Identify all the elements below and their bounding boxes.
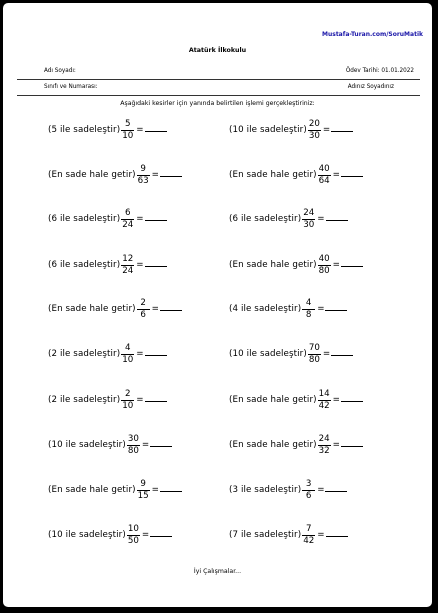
fraction-denominator: 80 (318, 265, 330, 276)
problem-instruction: (6 ile sadeleştir) (48, 260, 121, 271)
fraction-numerator: 30 (127, 434, 139, 444)
answer-blank-line[interactable] (160, 176, 182, 177)
fraction-numerator: 40 (318, 164, 330, 174)
fraction-denominator: 8 (305, 309, 312, 320)
fraction-denominator: 80 (308, 354, 320, 365)
fraction-problem (229, 255, 363, 275)
fraction (121, 344, 134, 364)
fraction-denominator: 15 (137, 490, 149, 501)
fraction-denominator: 50 (127, 535, 139, 546)
equals-sign: = (322, 349, 331, 360)
answer-blank-line[interactable] (145, 355, 167, 356)
fraction-problem (229, 480, 347, 500)
fraction (318, 165, 331, 185)
fraction-denominator: 63 (137, 175, 149, 186)
problem-instruction: (3 ile sadeleştir) (229, 485, 302, 496)
equals-sign: = (151, 485, 159, 496)
answer-blank-line[interactable] (331, 131, 353, 132)
fraction-denominator: 24 (122, 265, 134, 276)
fraction-numerator: 6 (124, 208, 131, 218)
answer-blank-line[interactable] (325, 491, 347, 492)
problem-instruction: (En sade hale getir) (48, 170, 136, 181)
answer-blank-line[interactable] (145, 131, 167, 132)
instruction-text: Aşağıdaki kesirler için yanında belirtilen işlemi gerçekleştiriniz: (120, 100, 315, 107)
problem-instruction: (4 ile sadeleştir) (229, 304, 302, 315)
equals-sign: = (141, 440, 150, 451)
fraction-denominator: 10 (122, 400, 134, 411)
fraction-denominator: 42 (303, 535, 315, 546)
fraction (121, 255, 134, 275)
answer-blank-line[interactable] (341, 401, 363, 402)
fraction-problem (48, 344, 167, 364)
fraction-problem (229, 120, 353, 140)
problem-instruction: (En sade hale getir) (229, 260, 317, 271)
equals-sign: = (141, 530, 150, 541)
equals-sign: = (332, 440, 340, 451)
fraction-numerator: 4 (305, 298, 312, 308)
equals-sign: = (151, 170, 159, 181)
fraction (127, 525, 140, 545)
answer-blank-line[interactable] (341, 266, 363, 267)
fraction (127, 435, 140, 455)
fraction-problem (48, 255, 167, 275)
answer-blank-line[interactable] (326, 220, 348, 221)
problem-instruction: (En sade hale getir) (48, 304, 136, 315)
fraction-problem (48, 525, 172, 545)
equals-sign: = (136, 349, 144, 360)
answer-blank-line[interactable] (160, 310, 182, 311)
fraction-numerator: 70 (308, 343, 320, 353)
fraction (121, 390, 134, 410)
fraction-denominator: 30 (303, 219, 315, 230)
fraction-problem (48, 435, 172, 455)
equals-sign: = (332, 170, 340, 181)
fraction-problem (229, 344, 353, 364)
problem-instruction: (7 ile sadeleştir) (229, 530, 302, 541)
class-number-label: Sınıfı ve Numarası: (44, 84, 98, 90)
answer-blank-line[interactable] (150, 446, 172, 447)
fraction-numerator: 40 (318, 254, 330, 264)
fraction (121, 209, 134, 229)
homework-date: Ödev Tarihi: 01.01.2022 (345, 68, 414, 74)
fraction (121, 120, 134, 140)
answer-blank-line[interactable] (325, 310, 347, 311)
problem-instruction: (10 ile sadeleştir) (48, 440, 126, 451)
equals-sign: = (332, 260, 340, 271)
fraction-problem (48, 390, 167, 410)
equals-sign: = (136, 125, 144, 136)
fraction (137, 299, 150, 319)
fraction-numerator: 3 (305, 479, 312, 489)
fraction-numerator: 5 (124, 119, 131, 129)
signature-label: Adınız Soyadınız (347, 84, 394, 90)
fraction-numerator: 2 (124, 389, 131, 399)
fraction-denominator: 64 (318, 175, 330, 186)
answer-blank-line[interactable] (341, 446, 363, 447)
fraction-numerator: 10 (127, 524, 139, 534)
problem-instruction: (6 ile sadeleştir) (229, 214, 302, 225)
fraction-denominator: 32 (318, 445, 330, 456)
fraction-problem (48, 209, 167, 229)
equals-sign: = (317, 485, 325, 496)
header-divider (17, 79, 420, 80)
answer-blank-line[interactable] (150, 536, 172, 537)
equals-sign: = (322, 125, 331, 136)
equals-sign: = (136, 395, 144, 406)
fraction (302, 480, 315, 500)
equals-sign: = (136, 214, 144, 225)
name-label: Adı Soyadı: (44, 68, 76, 74)
fraction-numerator: 24 (318, 434, 330, 444)
fraction (302, 525, 315, 545)
equals-sign: = (136, 260, 144, 271)
fraction-denominator: 10 (122, 354, 134, 365)
fraction-denominator: 42 (318, 400, 330, 411)
problem-instruction: (2 ile sadeleştir) (48, 395, 121, 406)
good-luck-footer: İyi Çalışmalar... (193, 568, 242, 575)
worksheet-page (3, 3, 432, 607)
fraction-numerator: 24 (303, 208, 315, 218)
answer-blank-line[interactable] (160, 491, 182, 492)
fraction-numerator: 4 (124, 343, 131, 353)
fraction-problem (48, 299, 182, 319)
problem-instruction: (2 ile sadeleştir) (48, 349, 121, 360)
equals-sign: = (151, 304, 159, 315)
fraction (302, 209, 315, 229)
fraction-problem (48, 165, 182, 185)
problem-instruction: (En sade hale getir) (48, 485, 136, 496)
equals-sign: = (332, 395, 340, 406)
fraction-problem (229, 299, 347, 319)
equals-sign: = (317, 304, 325, 315)
fraction-numerator: 12 (122, 254, 134, 264)
equals-sign: = (317, 214, 325, 225)
problem-instruction: (En sade hale getir) (229, 440, 317, 451)
fraction-problem (229, 390, 363, 410)
fraction (308, 344, 321, 364)
answer-blank-line[interactable] (331, 355, 353, 356)
answer-blank-line[interactable] (326, 536, 348, 537)
fraction-denominator: 10 (122, 130, 134, 141)
fraction-numerator: 14 (318, 389, 330, 399)
fraction-numerator: 7 (305, 524, 312, 534)
fraction-numerator: 9 (140, 164, 146, 174)
fraction (318, 255, 331, 275)
website-link[interactable]: Mustafa-Turan.com/SoruMatik (322, 31, 423, 38)
fraction-denominator: 6 (140, 309, 146, 320)
fraction (137, 480, 150, 500)
problem-instruction: (10 ile sadeleştir) (48, 530, 126, 541)
answer-blank-line[interactable] (341, 176, 363, 177)
fraction-problem (229, 435, 363, 455)
fraction-problem (48, 120, 167, 140)
fraction-denominator: 30 (308, 130, 320, 141)
answer-blank-line[interactable] (145, 266, 167, 267)
equals-sign: = (317, 530, 325, 541)
fraction-numerator: 20 (308, 119, 320, 129)
fraction (308, 120, 321, 140)
fraction-numerator: 9 (140, 479, 146, 489)
fraction (318, 390, 331, 410)
fraction-problem (229, 165, 363, 185)
problem-instruction: (5 ile sadeleştir) (48, 125, 121, 136)
problem-instruction: (10 ile sadeleştir) (229, 125, 307, 136)
school-title: Atatürk İlkokulu (188, 47, 247, 54)
fraction-denominator: 6 (305, 490, 312, 501)
fraction-numerator: 2 (140, 298, 146, 308)
fraction (302, 299, 315, 319)
fraction (318, 435, 331, 455)
answer-blank-line[interactable] (145, 401, 167, 402)
problem-instruction: (En sade hale getir) (229, 395, 317, 406)
fraction-problem (229, 525, 348, 545)
fraction-problem (48, 480, 182, 500)
fraction-problem (229, 209, 348, 229)
fraction-denominator: 80 (127, 445, 139, 456)
info-divider (17, 95, 420, 96)
answer-blank-line[interactable] (145, 220, 167, 221)
problem-instruction: (En sade hale getir) (229, 170, 317, 181)
problem-instruction: (6 ile sadeleştir) (48, 214, 121, 225)
problem-instruction: (10 ile sadeleştir) (229, 349, 307, 360)
fraction-denominator: 24 (122, 219, 134, 230)
fraction (137, 165, 150, 185)
